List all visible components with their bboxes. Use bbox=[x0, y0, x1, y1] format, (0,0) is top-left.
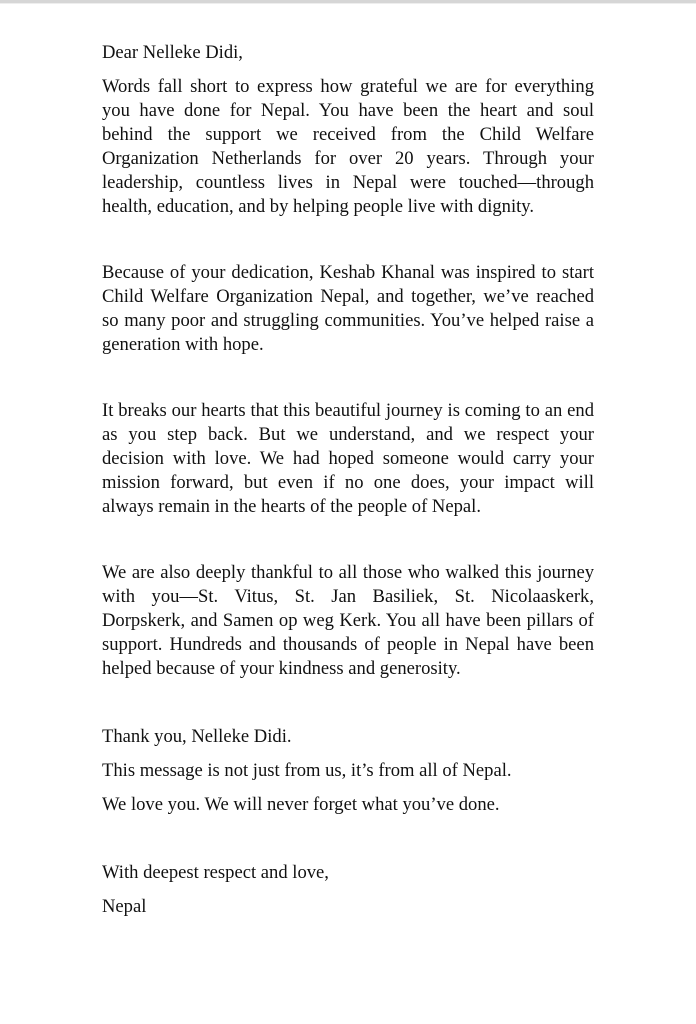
top-border-divider bbox=[0, 0, 696, 4]
letter-body bbox=[102, 41, 594, 919]
paragraph-gratitude: Words fall short to express how grateful we are for everything you have done for Nepal. You have been the heart and soul behind the support we received from the Child Welfare Organization Netherlands for over 20 years. Through your leadership, countless lives in Nepal were touched—through health, education, and by helping people live with dignity. bbox=[102, 76, 594, 217]
closing-line-thank-you: Thank you, Nelleke Didi. bbox=[102, 726, 292, 747]
paragraph-dedication: Because of your dedication, Keshab Khanal was inspired to start Child Welfare Organization Nepal, and together, we’ve reached so many poor and struggling communities. You’ve helped raise a generation with hope. bbox=[102, 262, 594, 355]
paragraph-farewell: It breaks our hearts that this beautiful journey is coming to an end as you step back. But we understand, and we respect your decision with love. We had hoped someone would carry your mission forward, but even if no one does, your impact will always remain in the hearts of the people of Nepal. bbox=[102, 400, 594, 517]
signature: Nepal bbox=[102, 896, 147, 917]
closing-line-love: We love you. We will never forget what you’ve done. bbox=[102, 794, 500, 815]
closing-line-from-nepal: This message is not just from us, it’s from all of Nepal. bbox=[102, 760, 512, 781]
signoff: With deepest respect and love, bbox=[102, 862, 329, 883]
salutation: Dear Nelleke Didi, bbox=[102, 42, 243, 63]
paragraph-thanks-churches: We are also deeply thankful to all those who walked this journey with you—St. Vitus, St. Jan Basiliek, St. Nicolaaskerk, Dorpskerk, and Samen op weg Kerk. You all have been pillars of support. Hundreds and thousands of people in Nepal have been helped because of your kindness and generosity. bbox=[102, 562, 594, 679]
